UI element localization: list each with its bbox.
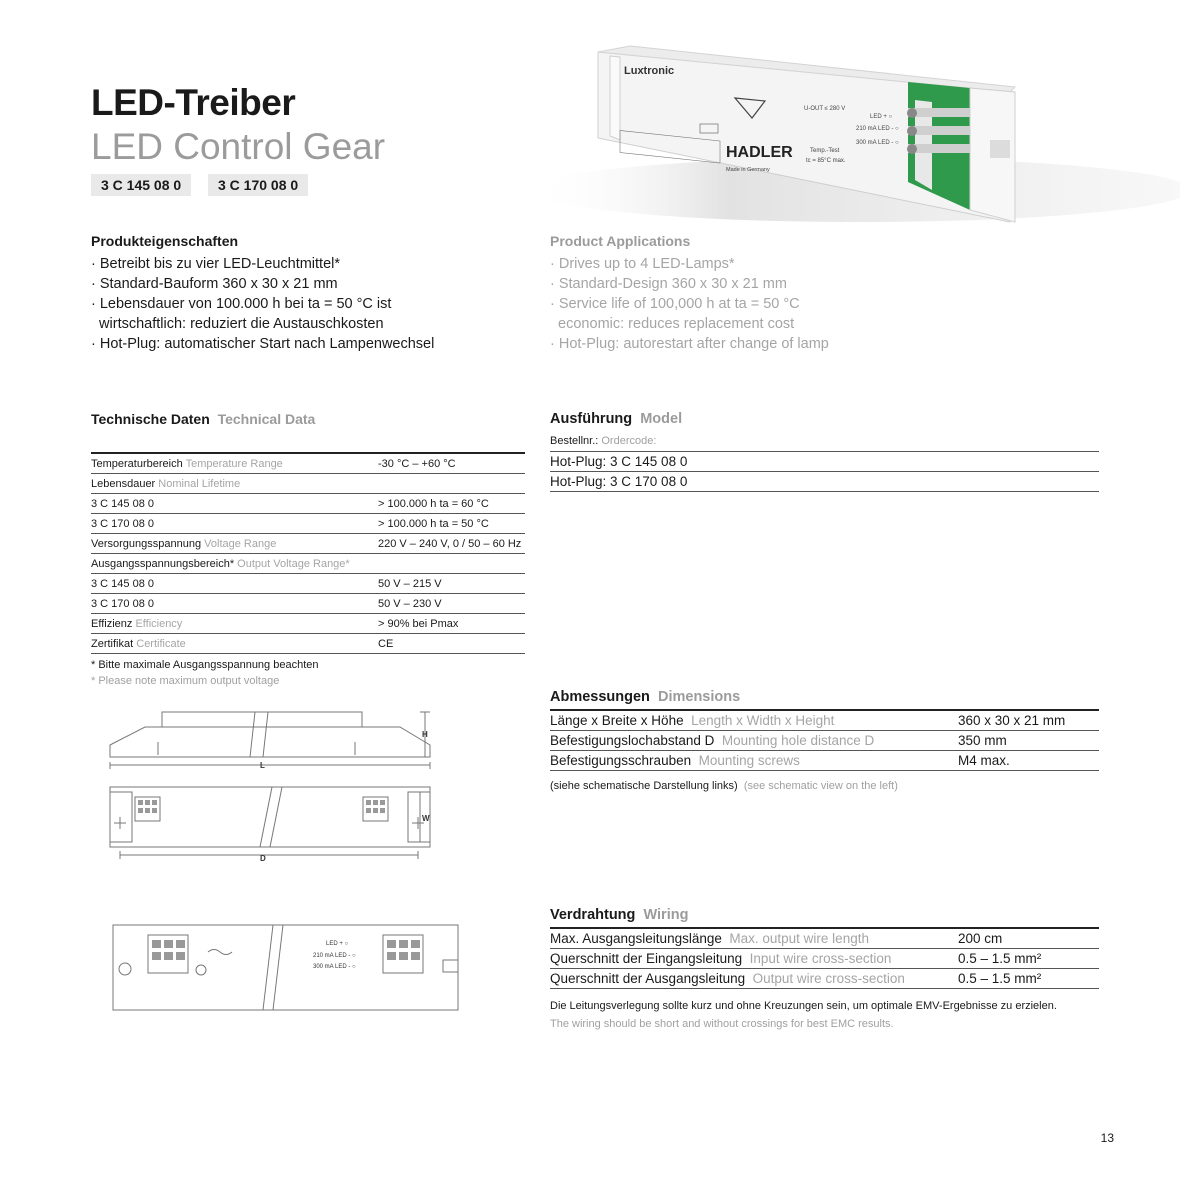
dim-label-w: W xyxy=(422,814,430,823)
page-number: 13 xyxy=(1100,1131,1114,1145)
dimensions-table xyxy=(550,711,1099,771)
table-row: Ausgangsspannungsbereich* Output Voltage Range* xyxy=(91,554,525,574)
order-code-badge: 3 C 170 08 0 xyxy=(208,174,308,196)
applications-heading: Product Applications xyxy=(550,233,691,249)
table-row: Max. Ausgangsleitungslänge Max. output wire length 200 cm xyxy=(550,929,1099,949)
list-item: wirtschaftlich: reduziert die Austauschkosten xyxy=(91,316,384,332)
table-row: Hot-Plug: 3 C 170 08 0 xyxy=(550,472,1099,492)
page-title: LED-Treiber xyxy=(91,82,296,123)
list-item: · Service life of 100,000 h at ta = 50 °C xyxy=(550,296,800,312)
table-row: Querschnitt der Ausgangsleitung Output wire cross-section 0.5 – 1.5 mm² xyxy=(550,969,1099,989)
page-subtitle: LED Control Gear xyxy=(91,126,386,167)
tech-heading-de: Technische Daten xyxy=(91,411,210,427)
product-photo xyxy=(520,40,1180,240)
tech-heading-en: Technical Data xyxy=(217,411,316,427)
list-item: · Standard-Bauform 360 x 30 x 21 mm xyxy=(91,276,338,292)
output-label: LED + ○ xyxy=(870,114,893,120)
table-row: Lebensdauer Nominal Lifetime xyxy=(91,474,525,494)
table-row: Zertifikat Certificate CE xyxy=(91,634,525,654)
tech-table xyxy=(91,454,525,654)
wiring-drawing xyxy=(108,920,468,1020)
table-row: 3 C 145 08 0 > 100.000 h ta = 60 °C xyxy=(91,494,525,514)
dim-label-l: L xyxy=(260,761,265,770)
tech-note-de: * Bitte maximale Ausgangsspannung beachten xyxy=(91,659,319,671)
table-row: Hot-Plug: 3 C 145 08 0 xyxy=(550,452,1099,472)
manufacturer-label: HADLER xyxy=(726,144,793,161)
wiring-heading-en: Wiring xyxy=(643,907,689,923)
uout-label: U-OUT ≤ 280 V xyxy=(804,106,846,112)
tech-note-en: * Please note maximum output voltage xyxy=(91,675,280,687)
wiring-label: LED + ○ xyxy=(326,941,349,947)
output-label: 210 mA LED - ○ xyxy=(856,126,899,132)
table-row: Befestigungslochabstand D Mounting hole distance D 350 mm xyxy=(550,731,1099,751)
list-item: · Drives up to 4 LED-Lamps* xyxy=(550,256,735,272)
tc-label: tc = 85°C max. xyxy=(806,158,846,164)
wiring-label: 210 mA LED - ○ xyxy=(313,953,356,959)
dim-label-h: H xyxy=(422,730,428,739)
properties-heading: Produkteigenschaften xyxy=(91,233,239,249)
table-row: Länge x Breite x Höhe Length x Width x Height 360 x 30 x 21 mm xyxy=(550,711,1099,731)
table-row: Temperaturbereich Temperature Range -30 °C – +60 °C xyxy=(91,454,525,474)
model-heading-en: Model xyxy=(640,411,683,427)
dimension-drawing xyxy=(100,705,440,875)
dimensions-heading-de: Abmessungen xyxy=(550,689,650,705)
dim-label-d: D xyxy=(260,854,266,863)
model-heading xyxy=(550,411,682,427)
model-heading-de: Ausführung xyxy=(550,411,633,427)
list-item: · Betreibt bis zu vier LED-Leuchtmittel* xyxy=(91,256,341,272)
list-item: · Lebensdauer von 100.000 h bei ta = 50 °C ist xyxy=(91,296,392,312)
table-row: Befestigungsschrauben Mounting screws M4 max. xyxy=(550,751,1099,771)
tech-heading xyxy=(91,411,315,427)
dimensions-heading-en: Dimensions xyxy=(657,689,741,705)
applications-list xyxy=(550,254,829,354)
properties-list xyxy=(91,254,434,354)
wiring-heading xyxy=(550,907,688,923)
made-in-label: Made in Germany xyxy=(726,167,770,173)
wiring-table xyxy=(550,929,1099,989)
table-row: 3 C 170 08 0 50 V – 230 V xyxy=(91,594,525,614)
list-item: · Hot-Plug: autorestart after change of lamp xyxy=(550,336,829,352)
temp-label: Temp.-Test xyxy=(810,148,840,154)
table-row: Effizienz Efficiency > 90% bei Pmax xyxy=(91,614,525,634)
model-table xyxy=(550,452,1099,492)
dimensions-heading xyxy=(550,689,740,705)
ordercode-label: Bestellnr.: Ordercode: xyxy=(550,435,657,447)
dimensions-note: (siehe schematische Darstellung links) (see schematic view on the left) xyxy=(550,780,898,792)
table-row: Versorgungsspannung Voltage Range 220 V – 240 V, 0 / 50 – 60 Hz xyxy=(91,534,525,554)
output-label: 300 mA LED - ○ xyxy=(856,140,899,146)
brand-label: Luxtronic xyxy=(624,65,675,77)
table-row: Querschnitt der Eingangsleitung Input wire cross-section 0.5 – 1.5 mm² xyxy=(550,949,1099,969)
table-row: 3 C 145 08 0 50 V – 215 V xyxy=(91,574,525,594)
wiring-heading-de: Verdrahtung xyxy=(550,907,636,923)
list-item: · Standard-Design 360 x 30 x 21 mm xyxy=(550,276,787,292)
order-code-badge: 3 C 145 08 0 xyxy=(91,174,191,196)
wiring-label: 300 mA LED - ○ xyxy=(313,964,356,970)
table-row: 3 C 170 08 0 > 100.000 h ta = 50 °C xyxy=(91,514,525,534)
list-item: · Hot-Plug: automatischer Start nach Lampenwechsel xyxy=(91,336,435,352)
wiring-note-de: Die Leitungsverlegung sollte kurz und ohne Kreuzungen sein, um optimale EMV-Ergebnisse zu erzielen. xyxy=(550,1000,1057,1012)
wiring-note-en: The wiring should be short and without crossings for best EMC results. xyxy=(550,1018,894,1030)
list-item: economic: reduces replacement cost xyxy=(550,316,795,332)
